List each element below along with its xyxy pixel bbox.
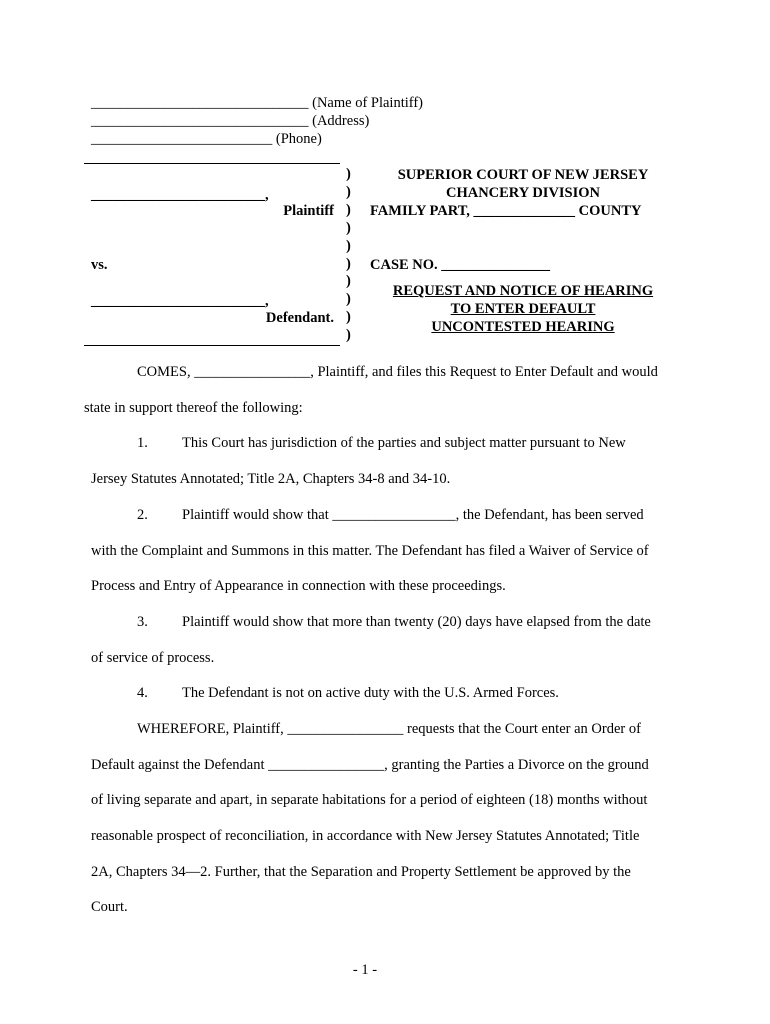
plaintiff-name-label: (Name of Plaintiff): [312, 95, 423, 111]
wherefore-line5: 2A, Chapters 34—2. Further, that the Separation and Property Settlement be approved by the: [91, 864, 631, 880]
wherefore-line6: Court.: [91, 899, 128, 915]
intro-line2: state in support thereof the following:: [84, 400, 303, 416]
court-county: FAMILY PART, ______________ COUNTY: [370, 203, 642, 219]
caption-top-rule: [84, 163, 340, 164]
doc-title-line2: TO ENTER DEFAULT: [450, 301, 596, 317]
para2-number: 2.: [137, 507, 148, 523]
para1-line2: Jersey Statutes Annotated; Title 2A, Chapters 34-8 and 34-10.: [91, 471, 451, 487]
doc-title-line1: REQUEST AND NOTICE OF HEARING: [392, 283, 654, 299]
wherefore-line2: Default against the Defendant ________________, granting the Parties a Divorce on the ground: [91, 757, 649, 773]
defendant-blank: ________________________,: [91, 293, 269, 309]
vs-label: vs.: [91, 257, 108, 273]
para1-line1: This Court has jurisdiction of the parties and subject matter pursuant to New: [182, 435, 626, 451]
plaintiff-name-line: [91, 95, 423, 112]
plaintiff-name-blank: ______________________________: [91, 95, 309, 111]
para2-line2: with the Complaint and Summons in this matter. The Defendant has filed a Waiver of Service of: [91, 543, 649, 559]
doc-title-line3: UNCONTESTED HEARING: [431, 319, 615, 335]
intro-line1: COMES, ________________, Plaintiff, and files this Request to Enter Default and would: [137, 364, 658, 380]
para4-number: 4.: [137, 685, 148, 701]
plaintiff-label: Plaintiff: [283, 203, 334, 219]
defendant-label: Defendant.: [265, 310, 334, 326]
para1-number: 1.: [137, 435, 148, 451]
para2-line1: Plaintiff would show that _________________, the Defendant, has been served: [182, 507, 644, 523]
page-number: - 1 -: [352, 962, 378, 978]
address-line: [91, 113, 369, 130]
phone-label: (Phone): [275, 131, 322, 147]
case-number: CASE NO. _______________: [370, 257, 551, 273]
phone-blank: _________________________: [91, 131, 273, 147]
court-name: SUPERIOR COURT OF NEW JERSEY: [397, 167, 649, 183]
wherefore-line3: of living separate and apart, in separate habitations for a period of eighteen (18) months without: [91, 792, 648, 808]
caption-paren-column: ) ) ) ) ) ) ) ) ) ): [346, 166, 351, 344]
para3-number: 3.: [137, 614, 148, 630]
plaintiff-blank: ________________________,: [91, 187, 269, 203]
court-division: CHANCERY DIVISION: [445, 185, 601, 201]
address-label: (Address): [312, 113, 370, 129]
para3-line2: of service of process.: [91, 650, 215, 666]
wherefore-line4: reasonable prospect of reconciliation, in accordance with New Jersey Statutes Annotated; Title: [91, 828, 640, 844]
para2-line3: Process and Entry of Appearance in connection with these proceedings.: [91, 578, 506, 594]
wherefore-line1: WHEREFORE, Plaintiff, ________________ requests that the Court enter an Order of: [137, 721, 641, 737]
address-blank: ______________________________: [91, 113, 309, 129]
para4-line1: The Defendant is not on active duty with the U.S. Armed Forces.: [182, 685, 559, 701]
caption-bottom-rule: [84, 345, 340, 346]
phone-line: [91, 131, 322, 148]
para3-line1: Plaintiff would show that more than twenty (20) days have elapsed from the date: [182, 614, 651, 630]
